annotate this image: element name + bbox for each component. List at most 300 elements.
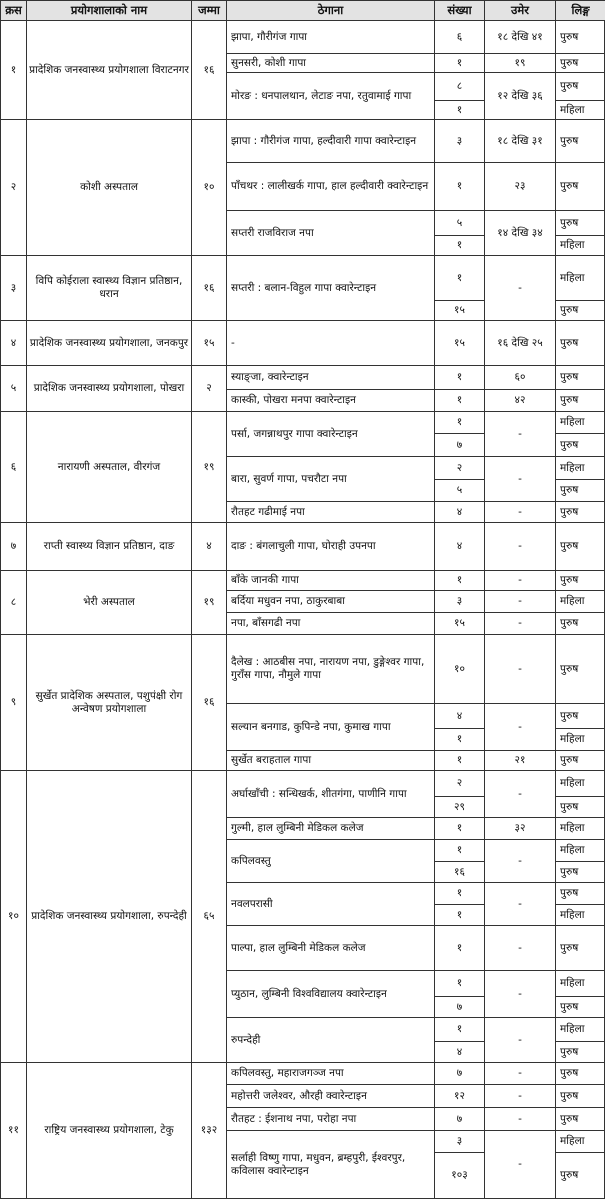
count-cell-text: १	[456, 941, 463, 954]
count-cell-text: १०३	[451, 1169, 468, 1182]
total-cell-text: १३२	[200, 1124, 218, 1137]
address-cell	[226, 53, 435, 73]
address-cell-text: रुपन्देही	[231, 1033, 261, 1046]
count-cell-text: १	[456, 416, 463, 429]
sex-cell	[555, 996, 605, 1018]
sex-cell-text: महिला	[560, 822, 585, 835]
sex-cell	[555, 501, 605, 523]
address-cell	[226, 72, 435, 120]
count-cell	[434, 162, 485, 211]
serial-cell-text: १०	[8, 910, 19, 923]
total-cell	[191, 20, 227, 120]
age-cell-text: २३	[514, 180, 526, 193]
address-cell-text: स्याङ्जा, क्वारेन्टाइन	[231, 371, 309, 384]
age-cell	[484, 770, 556, 818]
address-cell	[226, 839, 435, 883]
sex-cell	[555, 570, 605, 591]
address-cell	[226, 20, 435, 54]
serial-cell	[0, 365, 27, 412]
age-cell-text: -	[518, 540, 522, 553]
sex-cell-text: पुरुष	[560, 1089, 579, 1102]
count-cell	[434, 119, 485, 163]
sex-cell-text: पुरुष	[560, 371, 579, 384]
header-serial	[0, 0, 27, 21]
sex-cell-text: महिला	[560, 844, 585, 857]
total-cell-text: ४	[206, 540, 212, 553]
address-cell-text: बर्दिया मधुवन नपा, ठाकुरबाबा	[231, 595, 345, 608]
sex-cell-text: महिला	[560, 1023, 585, 1036]
count-cell	[434, 839, 485, 862]
total-cell-text: १५	[203, 336, 215, 349]
count-cell	[434, 1130, 485, 1153]
total-cell	[191, 770, 227, 1063]
count-cell-text: २	[456, 777, 463, 790]
sex-cell	[555, 590, 605, 613]
age-cell-text: -	[518, 1089, 522, 1102]
count-cell-text: ३	[456, 595, 463, 608]
sex-cell-text: पुरुष	[560, 438, 579, 451]
address-cell-text: सप्तरी राजविराज नपा	[231, 226, 314, 239]
count-cell	[434, 612, 485, 635]
age-cell-text: -	[518, 617, 522, 630]
count-cell-text: ४	[456, 540, 463, 553]
sex-cell-text: पुरुष	[560, 180, 579, 193]
serial-cell	[0, 1062, 27, 1199]
total-cell	[191, 365, 227, 412]
count-cell-text: ६	[456, 30, 463, 43]
count-cell-text: ३	[456, 134, 463, 147]
age-cell-text: १६ देखि २५	[497, 336, 543, 349]
total-cell	[191, 255, 227, 321]
sex-cell-text: पुरुष	[560, 1045, 579, 1058]
lab-name-cell	[26, 255, 192, 321]
address-cell	[226, 612, 435, 635]
count-cell	[434, 861, 485, 883]
serial-cell-text: २	[10, 181, 17, 194]
serial-cell	[0, 411, 27, 523]
lab-name-cell	[26, 411, 192, 523]
sex-cell	[555, 703, 605, 729]
age-cell-text: -	[518, 941, 522, 954]
age-cell-text: -	[518, 1112, 522, 1125]
count-cell-text: १	[456, 574, 463, 587]
count-cell-text: १	[456, 180, 463, 193]
lab-name-cell-text: भेरी अस्पताल	[83, 596, 135, 609]
count-cell	[434, 522, 485, 571]
count-cell	[434, 1041, 485, 1063]
address-cell-text: रौतहट : ईशनाथ नपा, परोहा नपा	[231, 1112, 357, 1125]
serial-cell	[0, 570, 27, 635]
sex-cell-text: महिला	[560, 977, 585, 990]
age-cell	[484, 522, 556, 571]
count-cell-text: ३	[456, 1135, 463, 1148]
age-cell	[484, 1062, 556, 1085]
header-total-text: जम्मा	[198, 2, 220, 17]
sex-cell	[555, 20, 605, 54]
sex-cell-text: पुरुष	[560, 1169, 579, 1182]
age-cell	[484, 750, 556, 771]
count-cell	[434, 970, 485, 997]
sex-cell-text: महिला	[560, 595, 585, 608]
count-cell	[434, 479, 485, 502]
sex-cell	[555, 522, 605, 571]
count-cell	[434, 433, 485, 457]
count-cell-text: ७	[456, 1000, 463, 1013]
count-cell-text: १६	[454, 865, 465, 878]
address-cell	[226, 634, 435, 704]
header-lab-name	[26, 0, 192, 21]
serial-cell	[0, 119, 27, 256]
age-cell-text: -	[518, 1067, 522, 1080]
address-cell	[226, 703, 435, 751]
address-cell-text: नपा, बाँसगढी नपा	[231, 617, 301, 630]
count-cell-text: ५	[456, 216, 463, 229]
count-cell	[434, 925, 485, 971]
address-cell	[226, 817, 435, 840]
address-cell	[226, 770, 435, 818]
count-cell-text: १	[456, 103, 463, 116]
total-cell	[191, 1062, 227, 1199]
lab-name-cell	[26, 522, 192, 571]
total-cell-text: १६	[203, 63, 215, 76]
total-cell-text: १६	[203, 696, 215, 709]
sex-cell	[555, 634, 605, 704]
sex-cell	[555, 210, 605, 236]
count-cell-text: २	[456, 461, 463, 474]
total-cell-text: १६	[203, 281, 215, 294]
header-address	[226, 0, 435, 21]
lab-name-cell	[26, 1062, 192, 1199]
age-cell	[484, 1084, 556, 1108]
sex-cell-text: पुरुष	[560, 540, 579, 553]
lab-name-cell-text: राष्ट्रिय जनस्वास्थ्य प्रयोगशाला, टेकु	[44, 1124, 174, 1137]
serial-cell-text: ७	[10, 540, 17, 553]
lab-name-cell	[26, 570, 192, 635]
sex-cell	[555, 770, 605, 797]
age-cell	[484, 1107, 556, 1131]
count-cell	[434, 389, 485, 412]
count-cell	[434, 770, 485, 797]
lab-name-cell-text: प्रादेशिक जनस्वास्थ्य प्रयोगशाला, रुपन्देही	[31, 910, 187, 923]
sex-cell-text: पुरुष	[560, 709, 579, 722]
count-cell	[434, 570, 485, 591]
age-cell	[484, 925, 556, 971]
count-cell	[434, 590, 485, 613]
count-cell	[434, 365, 485, 390]
age-cell	[484, 72, 556, 120]
sex-cell-text: महिला	[560, 777, 585, 790]
sex-cell-text: पुरुष	[560, 484, 579, 497]
lab-name-cell-text: राप्ती स्वास्थ्य विज्ञान प्रतिष्ठान, दाङ	[43, 540, 175, 553]
sex-cell-text: पुरुष	[560, 30, 579, 43]
count-cell-text: १	[456, 1023, 463, 1036]
serial-cell-text: ६	[10, 460, 17, 473]
header-count-text: संख्या	[447, 2, 472, 17]
age-cell	[484, 20, 556, 54]
count-cell	[434, 320, 485, 366]
count-cell-text: १	[456, 977, 463, 990]
sex-cell	[555, 300, 605, 321]
sex-cell-text: महिला	[560, 1135, 585, 1148]
lab-name-cell-text: सुर्खेत प्रादेशिक अस्पताल, पशुपंक्षी रोग अन्वेषण प्रयोगशाला	[35, 689, 183, 715]
sex-cell-text: पुरुष	[560, 574, 579, 587]
age-cell	[484, 634, 556, 704]
count-cell	[434, 1062, 485, 1085]
sex-cell	[555, 162, 605, 211]
sex-cell-text: पुरुष	[560, 865, 579, 878]
count-cell-text: ८	[456, 80, 463, 93]
header-lab-name-text: प्रयोगशालाको नाम	[70, 2, 148, 17]
count-cell	[434, 1017, 485, 1042]
age-cell	[484, 612, 556, 635]
age-cell-text: -	[518, 1158, 522, 1171]
count-cell-text: १	[456, 844, 463, 857]
sex-cell	[555, 411, 605, 434]
sex-cell-text: महिला	[560, 103, 585, 116]
sex-cell-text: पुरुष	[560, 800, 579, 813]
address-cell	[226, 1084, 435, 1108]
sex-cell	[555, 255, 605, 301]
serial-cell	[0, 770, 27, 1063]
count-cell-text: १	[456, 271, 463, 284]
count-cell-text: १५	[454, 304, 465, 317]
count-cell	[434, 796, 485, 818]
age-cell-text: ६०	[514, 371, 526, 384]
address-cell	[226, 1130, 435, 1199]
count-cell-text: १	[456, 239, 463, 252]
sex-cell-text: महिला	[560, 908, 585, 921]
address-cell-text: -	[231, 336, 235, 349]
age-cell-text: -	[518, 472, 522, 485]
sex-cell-text: पुरुष	[560, 1067, 579, 1080]
count-cell	[434, 750, 485, 771]
count-cell-text: १	[456, 887, 463, 900]
age-cell-text: -	[518, 662, 522, 675]
lab-name-cell-text: नारायणी अस्पताल, वीरगंज	[57, 460, 161, 473]
age-cell	[484, 162, 556, 211]
age-cell-text: ४२	[514, 394, 526, 407]
sex-cell-text: पुरुष	[560, 662, 579, 675]
age-cell	[484, 590, 556, 613]
age-cell	[484, 882, 556, 926]
header-age	[484, 0, 556, 21]
sex-cell	[555, 1017, 605, 1042]
age-cell-text: २१	[514, 754, 526, 767]
sex-cell	[555, 433, 605, 457]
age-cell	[484, 501, 556, 523]
count-cell	[434, 996, 485, 1018]
sex-cell	[555, 479, 605, 502]
header-sex	[555, 0, 605, 21]
count-cell-text: ४	[456, 709, 463, 722]
address-cell	[226, 970, 435, 1018]
serial-cell-text: ९	[10, 696, 17, 709]
address-cell	[226, 210, 435, 256]
address-cell-text: सुनसरी, कोशी गापा	[231, 56, 307, 69]
address-cell	[226, 119, 435, 163]
sex-cell	[555, 1062, 605, 1085]
address-cell-text: सर्लाही विष्णु गापा, मधुवन, ब्रम्हपुरी, ईश्वरपुर, कविलास क्वारेन्टाइन	[231, 1151, 406, 1177]
address-cell-text: पर्सा, जगन्नाथपुर गापा क्वारेन्टाइन	[231, 427, 358, 440]
address-cell	[226, 882, 435, 926]
header-age-text: उमेर	[511, 2, 529, 17]
sex-cell	[555, 320, 605, 366]
age-cell-text: -	[518, 281, 522, 294]
sex-cell-text: महिला	[560, 416, 585, 429]
sex-cell-text: पुरुष	[560, 56, 579, 69]
total-cell	[191, 411, 227, 523]
age-cell-text: -	[518, 854, 522, 867]
sex-cell	[555, 796, 605, 818]
sex-cell	[555, 53, 605, 73]
address-cell	[226, 320, 435, 366]
age-cell	[484, 970, 556, 1018]
sex-cell-text: पुरुष	[560, 887, 579, 900]
count-cell	[434, 100, 485, 120]
address-cell-text: कास्की, पोखरा मनपा क्वारेन्टाइन	[231, 394, 356, 407]
sex-cell	[555, 389, 605, 412]
total-cell-text: १०	[203, 181, 215, 194]
lab-name-cell	[26, 20, 192, 120]
sex-cell	[555, 1107, 605, 1131]
count-cell	[434, 210, 485, 236]
count-cell	[434, 235, 485, 256]
count-cell-text: ४	[456, 505, 463, 518]
total-cell-text: १९	[203, 596, 215, 609]
count-cell	[434, 1152, 485, 1199]
address-cell-text: मोरङ : धनपालथान, लेटाङ नपा, रतुवामाई गापा	[231, 89, 412, 102]
address-cell-text: सुर्खेत बराहताल गापा	[231, 754, 312, 767]
total-cell	[191, 522, 227, 571]
sex-cell-text: पुरुष	[560, 754, 579, 767]
age-cell	[484, 210, 556, 256]
count-cell	[434, 882, 485, 905]
address-cell-text: बारा, सुवर्ण गापा, पचरौटा नपा	[231, 472, 347, 485]
address-cell	[226, 456, 435, 502]
age-cell	[484, 456, 556, 502]
count-cell	[434, 728, 485, 751]
count-cell-text: ७	[456, 1112, 463, 1125]
count-cell	[434, 703, 485, 729]
age-cell	[484, 703, 556, 751]
count-cell-text: १५	[454, 336, 465, 349]
count-cell	[434, 501, 485, 523]
age-cell	[484, 411, 556, 457]
sex-cell	[555, 904, 605, 926]
total-cell	[191, 570, 227, 635]
sex-cell-text: पुरुष	[560, 617, 579, 630]
address-cell-text: रौतहट गढीमाई नपा	[231, 505, 305, 518]
age-cell-text: -	[518, 574, 522, 587]
sex-cell	[555, 1084, 605, 1108]
address-cell	[226, 501, 435, 523]
header-address-text: ठेगाना	[317, 2, 344, 17]
address-cell-text: दाङ : बंगलाचुली गापा, घोराही उपनपा	[231, 540, 376, 553]
serial-cell	[0, 522, 27, 571]
age-cell	[484, 255, 556, 321]
count-cell	[434, 20, 485, 54]
serial-cell	[0, 20, 27, 120]
sex-cell-text: महिला	[560, 461, 585, 474]
lab-name-cell-text: प्रादेशिक जनस्वास्थ्य प्रयोगशाला विराटनगर	[29, 63, 189, 76]
address-cell	[226, 925, 435, 971]
address-cell-text: पाँचथर : लालीखर्क गापा, हाल हल्दीवारी क्वारेन्टाइन	[231, 180, 429, 193]
sex-cell-text: महिला	[560, 733, 585, 746]
count-cell	[434, 634, 485, 704]
address-cell-text: प्युठान, लुम्बिनी विश्वविद्यालय क्वारेन्टाइन	[231, 987, 387, 1000]
sex-cell	[555, 817, 605, 840]
count-cell-text: २९	[454, 800, 465, 813]
sex-cell	[555, 839, 605, 862]
total-cell	[191, 634, 227, 771]
age-cell	[484, 119, 556, 163]
address-cell	[226, 411, 435, 457]
serial-cell-text: ५	[10, 382, 17, 395]
serial-cell-text: ११	[8, 1124, 19, 1137]
age-cell-text: ३२	[514, 822, 526, 835]
count-cell-text: १	[456, 908, 463, 921]
sex-cell-text: महिला	[560, 239, 585, 252]
address-cell-text: अर्घाखाँची : सन्धिखर्क, शीतगंगा, पाणीनि गापा	[231, 787, 407, 800]
count-cell	[434, 411, 485, 434]
count-cell-text: ४	[456, 1045, 463, 1058]
sex-cell	[555, 1152, 605, 1199]
total-cell	[191, 320, 227, 366]
age-cell	[484, 839, 556, 883]
address-cell	[226, 1107, 435, 1131]
serial-cell-text: ३	[10, 281, 17, 294]
sex-cell	[555, 861, 605, 883]
age-cell-text: -	[518, 720, 522, 733]
count-cell-text: १	[456, 394, 463, 407]
age-cell-text: -	[518, 787, 522, 800]
address-cell	[226, 365, 435, 390]
sex-cell-text: महिला	[560, 271, 585, 284]
serial-cell-text: ८	[10, 596, 17, 609]
count-cell	[434, 53, 485, 73]
sex-cell-text: पुरुष	[560, 80, 579, 93]
serial-cell-text: १	[10, 63, 17, 76]
count-cell-text: १०	[454, 662, 465, 675]
lab-name-cell	[26, 365, 192, 412]
address-cell-text: कपिलवस्तु	[231, 854, 271, 867]
age-cell-text: १४ देखि ३४	[497, 226, 543, 239]
count-cell	[434, 300, 485, 321]
address-cell-text: झापा, गौरीगंज गापा	[231, 30, 308, 43]
header-count	[434, 0, 485, 21]
sex-cell-text: पुरुष	[560, 216, 579, 229]
address-cell-text: सल्यान बनगाड, कुपिन्डे नपा, कुमाख गापा	[231, 720, 391, 733]
count-cell	[434, 255, 485, 301]
age-cell	[484, 1130, 556, 1199]
age-cell-text: -	[518, 427, 522, 440]
age-cell	[484, 389, 556, 412]
address-cell-text: बाँके जानकी गापा	[231, 574, 299, 587]
address-cell-text: गुल्मी, हाल लुम्बिनी मेडिकल कलेज	[231, 822, 364, 835]
serial-cell	[0, 320, 27, 366]
address-cell	[226, 570, 435, 591]
sex-cell	[555, 882, 605, 905]
sex-cell	[555, 925, 605, 971]
sex-cell	[555, 612, 605, 635]
address-cell	[226, 255, 435, 321]
lab-name-cell-text: विपि कोईराला स्वास्थ्य विज्ञान प्रतिष्ठान, धरान	[35, 275, 183, 300]
sex-cell	[555, 970, 605, 997]
address-cell-text: महोत्तरी जलेश्वर, औरही क्वारेन्टाइन	[231, 1089, 367, 1102]
count-cell	[434, 817, 485, 840]
age-cell	[484, 53, 556, 73]
sex-cell-text: पुरुष	[560, 1112, 579, 1125]
